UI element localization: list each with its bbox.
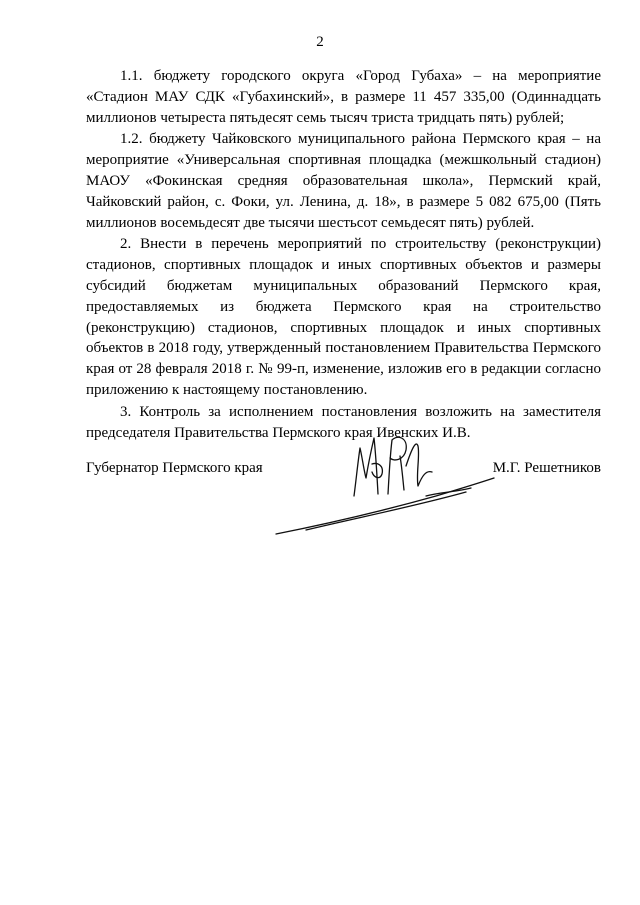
paragraph-1-1: 1.1. бюджету городского округа «Город Губаха» – на мероприятие «Стадион МАУ СДК «Губахинский», в размере 11 457 335,00 (Одиннадцать миллионов четыреста пятьдесят семь тысяч триста тридцать пять) рублей; bbox=[86, 68, 601, 126]
document-body bbox=[86, 66, 601, 443]
handwritten-signature bbox=[266, 426, 506, 546]
paragraph-1-2: 1.2. бюджету Чайковского муниципального района Пермского края – на мероприятие «Универсальная спортивная площадка (межшкольный стадион) МАОУ «Фокинская средняя образовательная школа», Пермский край, Чайковский район, с. Фоки, ул. Ленина, д. 18», в размере 5 082 675,00 (Пять миллионов восемьдесят две тысячи шестьсот семьдесят пять) рублей. bbox=[86, 131, 601, 231]
signatory-title: Губернатор Пермского края bbox=[86, 460, 263, 476]
paragraph-2: 2. Внести в перечень мероприятий по строительству (реконструкции) стадионов, спортивных площадок и иных спортивных объектов и размеры субсидий бюджетам муниципальных образований Пермского края, предоставляемых из бюджета Пермского края на строительство (реконструкцию) стадионов, спортивных площадок и иных спортивных объектов в 2018 году, утвержденный постановлением Правительства Пермского края от 28 февраля 2018 г. № 99-п, изменение, изложив его в редакции согласно приложению к настоящему постановлению. bbox=[86, 236, 601, 398]
signatory-name: М.Г. Решетников bbox=[492, 460, 601, 476]
page-number: 2 bbox=[316, 34, 324, 50]
signature-block bbox=[86, 446, 601, 546]
paragraph-3: 3. Контроль за исполнением постановления возложить на заместителя председателя Правительства Пермского края Ивенских И.В. bbox=[86, 403, 601, 441]
